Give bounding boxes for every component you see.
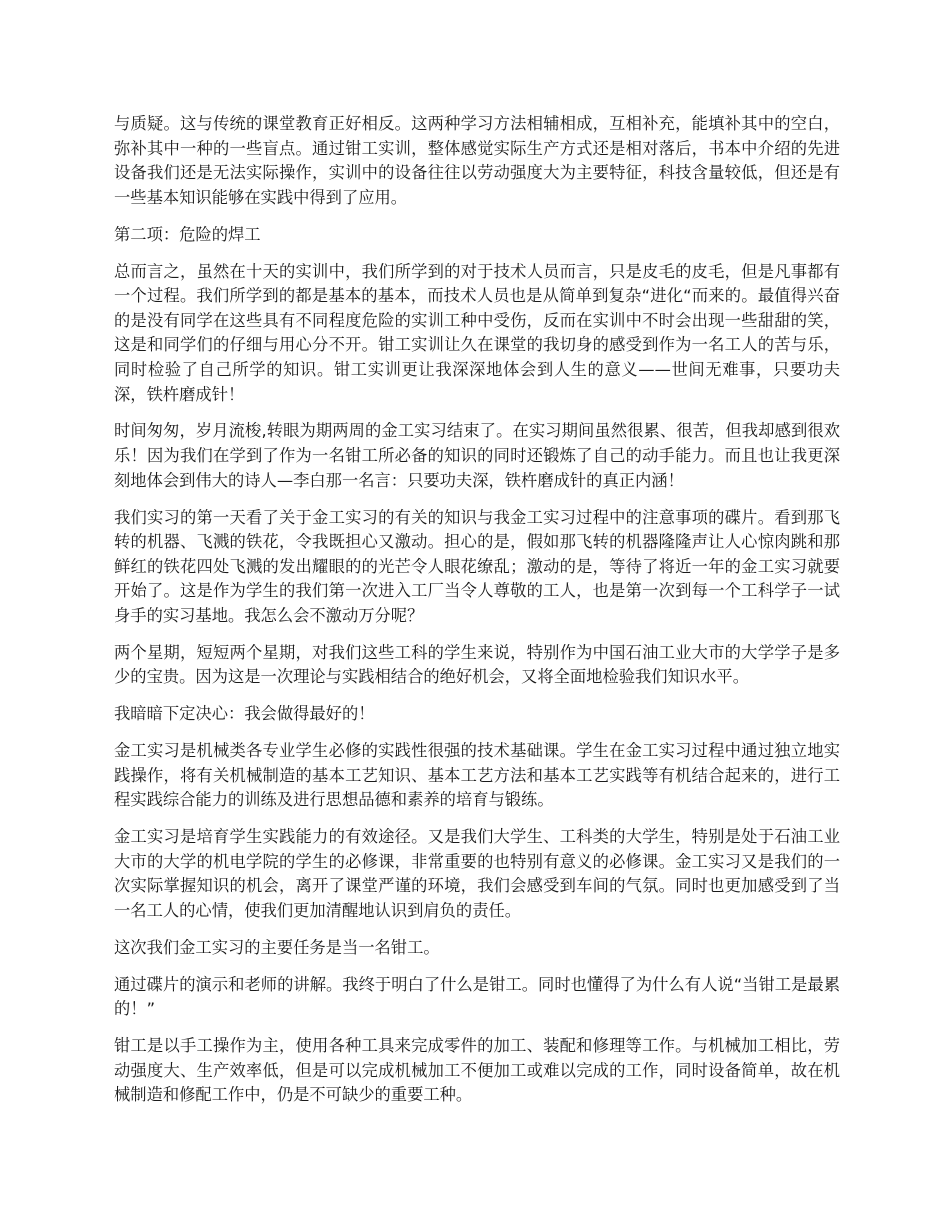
document-body bbox=[114, 112, 840, 1120]
paragraph-course-description: 金工实习是机械类各专业学生必修的实践性很强的技术基础课。学生在金工实习过程中通过独立地实践操作，将有关机械制造的基本工艺知识、基本工艺方法和基本工艺实践等有机结合起来的，进行工程实践综合能力的训练及进行思想品德和素养的培育与锻练。 bbox=[114, 741, 840, 810]
paragraph-main-task: 这次我们金工实习的主要任务是当一名钳工。 bbox=[114, 937, 440, 957]
paragraph-first-day: 我们实习的第一天看了关于金工实习的有关的知识与我金工实习过程中的注意事项的碟片。看到那飞转的机器、飞溅的铁花，令我既担心又激动。担心的是，假如那飞转的机器隆隆声让人心惊肉跳和那鲜红的铁花四处飞溅的发出耀眼的的光芒令人眼花缭乱；激动的是，等待了将近一年的金工实习就要开始了。这是作为学生的我们第一次进入工厂当令人尊敬的工人，也是第一次到每一个工科学子一试身手的实习基地。我怎么会不激动万分呢？ bbox=[114, 507, 840, 625]
section-heading-welding: 第二项：危险的焊工 bbox=[114, 224, 261, 244]
paragraph-time-passes: 时间匆匆，岁月流梭,转眼为期两周的金工实习结束了。在实习期间虽然很累、很苦，但我却感到很欢乐！因为我们在学到了作为一名钳工所必备的知识的同时还锻炼了自己的动手能力。而且也让我更深刻地体会到伟大的诗人—李白那一名言：只要功夫深，铁杵磨成针的真正内涵！ bbox=[114, 421, 840, 490]
paragraph-intro-continuation: 与质疑。这与传统的课堂教育正好相反。这两种学习方法相辅相成，互相补充，能填补其中的空白，弥补其中一种的一些盲点。通过钳工实训，整体感觉实际生产方式还是相对落后，书本中介绍的先进设备我们还是无法实际操作，实训中的设备往往以劳动强度大为主要特征，科技含量较低，但还是有一些基本知识能够在实践中得到了应用。 bbox=[114, 114, 840, 207]
paragraph-two-weeks: 两个星期，短短两个星期，对我们这些工科的学生来说，特别作为中国石油工业大市的大学学子是多少的宝贵。因为这是一次理论与实践相结合的绝好机会，又将全面地检验我们知识水平。 bbox=[114, 642, 840, 687]
paragraph-summary: 总而言之，虽然在十天的实训中，我们所学到的对于技术人员而言，只是皮毛的皮毛，但是凡事都有一个过程。我们所学到的都是基本的基本，而技术人员也是从简单到复杂“进化“而来的。最值得兴奋的是没有同学在这些具有不同程度危险的实训工种中受伤，反而在实训中不时会出现一些甜甜的笑，这是和同学们的仔细与用心分不开。钳工实训让久在课堂的我切身的感受到作为一名工人的苦与乐，同时检验了自己所学的知识。钳工实训更让我深深地体会到人生的意义——世间无难事，只要功夫深，铁杵磨成针！ bbox=[114, 261, 840, 404]
paragraph-resolve: 我暗暗下定决心：我会做得最好的！ bbox=[114, 704, 375, 724]
paragraph-understanding: 通过碟片的演示和老师的讲解。我终于明白了什么是钳工。同时也懂得了为什么有人说“当钳工是最累的！” bbox=[114, 974, 840, 1019]
paragraph-practical-ability: 金工实习是培育学生实践能力的有效途径。又是我们大学生、工科类的大学生，特别是处于石油工业大市的大学的机电学院的学生的必修课，非常重要的也特别有意义的必修课。金工实习又是我们的一次实际掌握知识的机会，离开了课堂严谨的环境，我们会感受到车间的气氛。同时也更加感受到了当一名工人的心情，使我们更加清醒地认识到肩负的责任。 bbox=[114, 827, 840, 920]
paragraph-fitter-definition: 钳工是以手工操作为主，使用各种工具来完成零件的加工、装配和修理等工作。与机械加工相比，劳动强度大、生产效率低，但是可以完成机械加工不便加工或难以完成的工作，同时设备简单，故在机械制造和修配工作中，仍是不可缺少的重要工种。 bbox=[114, 1036, 840, 1105]
